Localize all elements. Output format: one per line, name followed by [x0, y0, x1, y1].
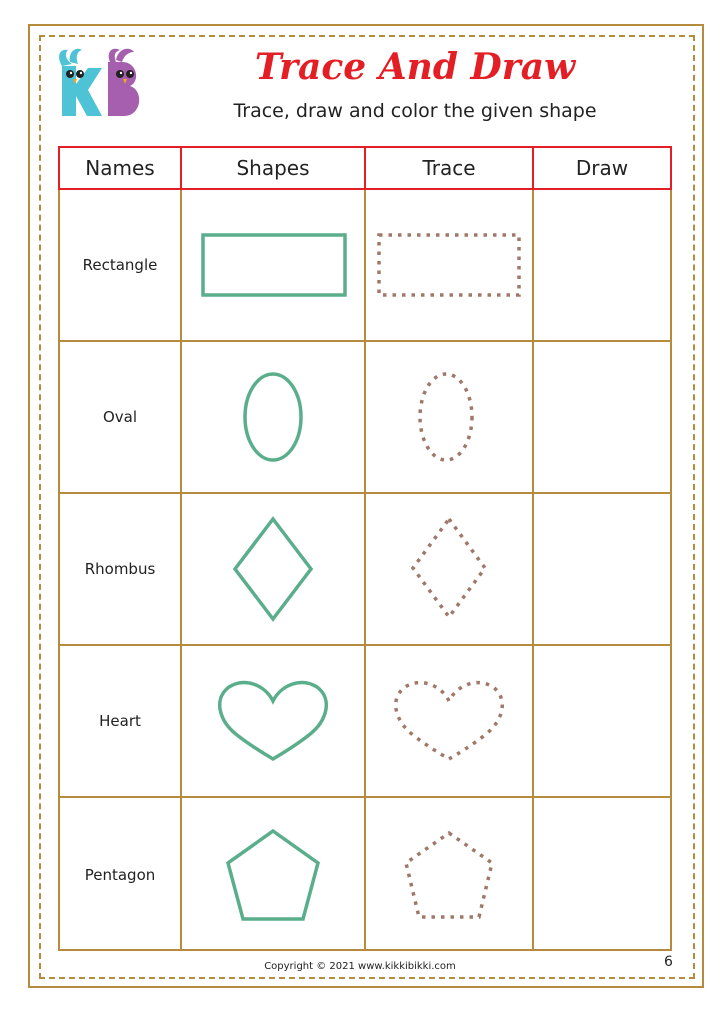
shape-cell [182, 342, 366, 492]
copyright-text: Copyright © 2021 www.kikkibikki.com [264, 961, 456, 972]
column-header-names: Names [60, 148, 182, 188]
shape-cell [182, 798, 366, 951]
table-header-row [58, 146, 672, 190]
shape-cell [182, 646, 366, 796]
page-title: Trace And Draw [254, 46, 576, 88]
name-cell [60, 646, 182, 796]
table-row [60, 342, 670, 494]
oval-trace-icon[interactable] [414, 367, 484, 467]
name-cell [60, 342, 182, 492]
rectangle-shape-icon [198, 230, 348, 300]
trace-cell[interactable] [366, 190, 534, 340]
shape-cell [182, 190, 366, 340]
column-header-draw: Draw [575, 156, 629, 180]
kb-bird-logo [50, 44, 146, 124]
column-header-shapes: Shapes [182, 148, 366, 188]
column-header-trace: Trace [366, 148, 534, 188]
table-body [58, 190, 672, 951]
name-cell [60, 798, 182, 951]
table-row [60, 494, 670, 646]
shapes-table [58, 146, 672, 951]
page-number: 6 [664, 954, 673, 970]
heart-shape-icon [215, 679, 331, 763]
shape-name: Rectangle [82, 256, 158, 274]
trace-cell[interactable] [366, 494, 534, 644]
draw-cell[interactable] [534, 494, 670, 644]
name-cell [60, 494, 182, 644]
trace-cell[interactable] [366, 646, 534, 796]
draw-cell[interactable] [534, 190, 670, 340]
shape-name: Oval [102, 408, 138, 426]
page-subtitle: Trace, draw and color the given shape [233, 100, 597, 122]
pentagon-trace-icon[interactable] [399, 827, 499, 923]
draw-cell[interactable] [534, 798, 670, 951]
table-row [60, 798, 670, 951]
table-row [60, 190, 670, 342]
oval-shape-icon [238, 367, 308, 467]
table-row [60, 646, 670, 798]
draw-cell[interactable] [534, 646, 670, 796]
shape-name: Heart [99, 712, 141, 730]
name-cell [60, 190, 182, 340]
rectangle-trace-icon[interactable] [374, 230, 524, 300]
shape-name: Pentagon [84, 865, 156, 884]
trace-cell[interactable] [366, 342, 534, 492]
pentagon-shape-icon [223, 827, 323, 923]
shape-cell [182, 494, 366, 644]
rhombus-trace-icon[interactable] [407, 516, 491, 622]
shape-name: Rhombus [84, 560, 156, 578]
heart-trace-icon[interactable] [391, 679, 507, 763]
rhombus-shape-icon [231, 516, 315, 622]
trace-cell[interactable] [366, 798, 534, 951]
draw-cell[interactable] [534, 342, 670, 492]
